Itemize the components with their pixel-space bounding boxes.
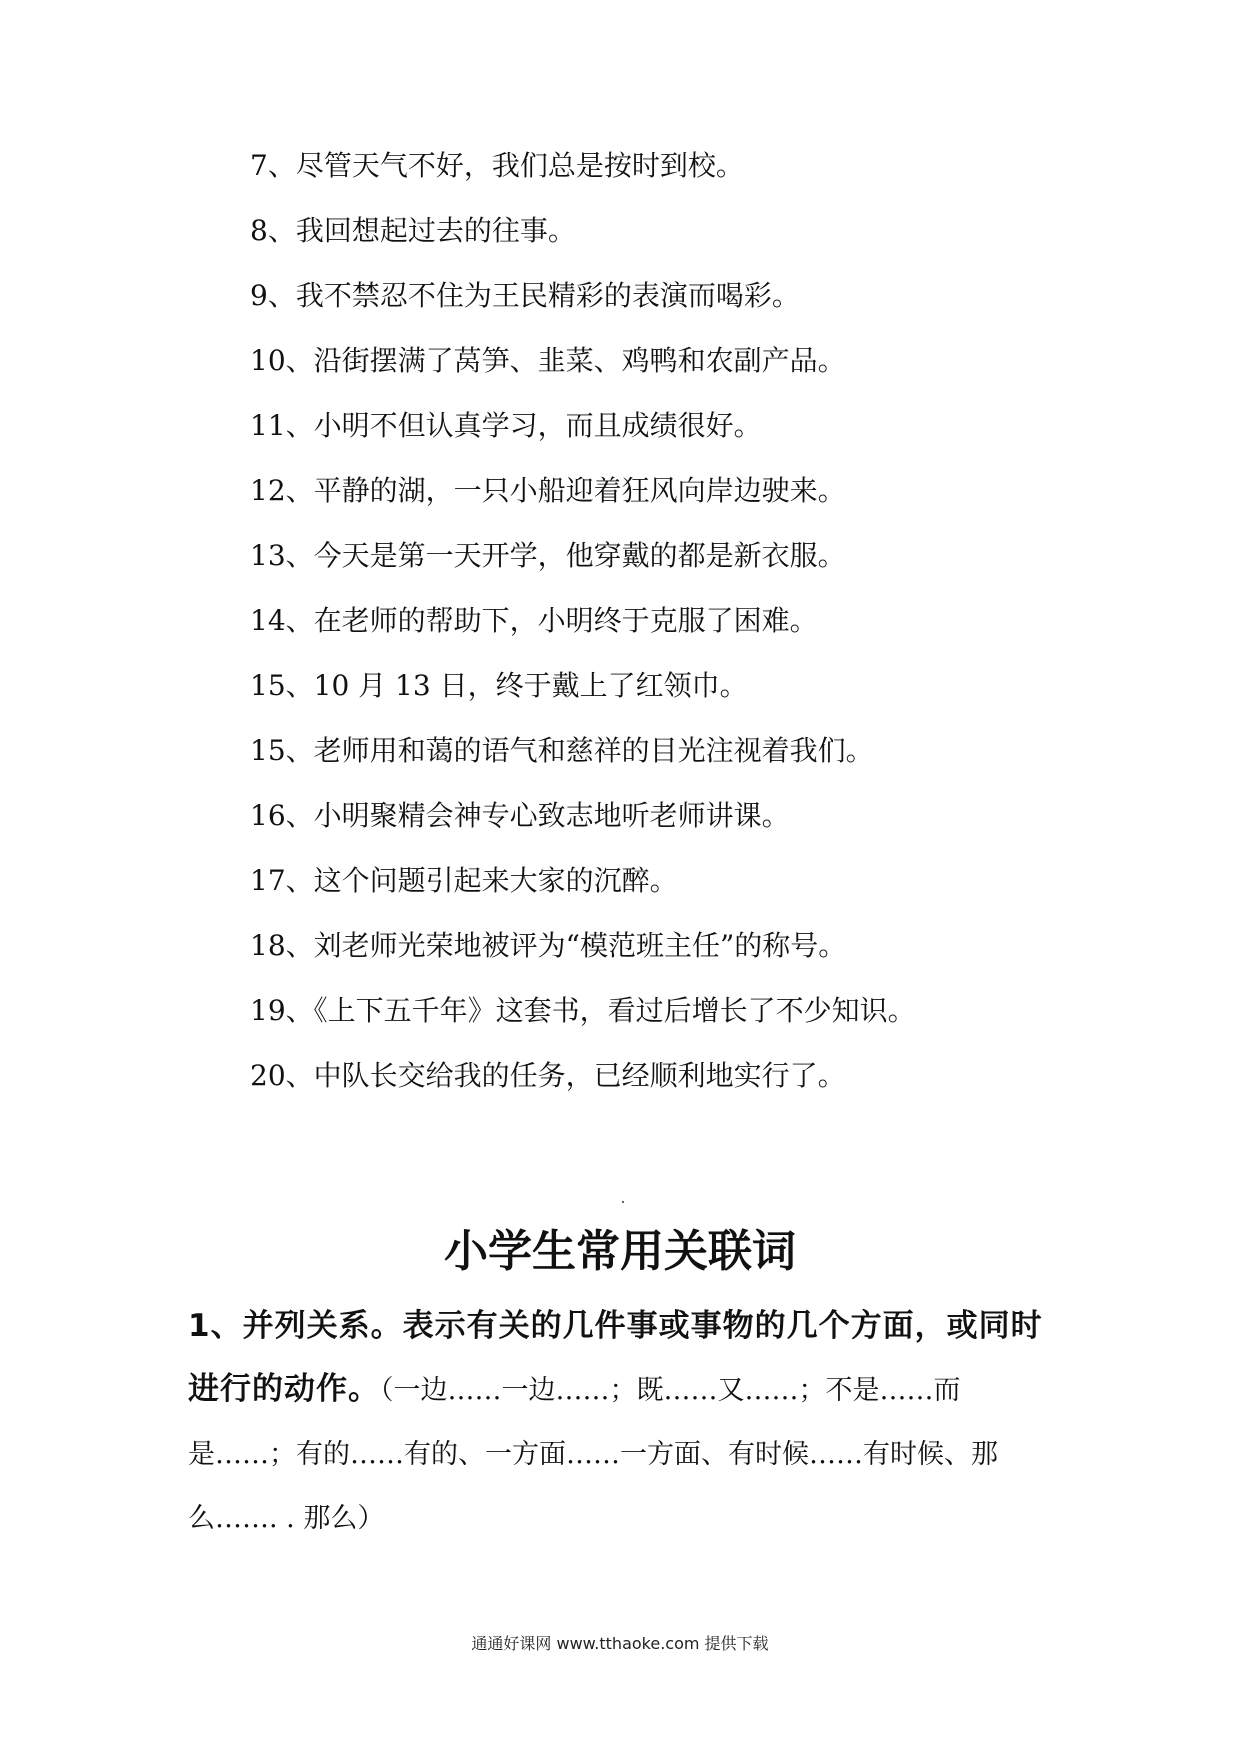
scan-dot: [622, 1201, 624, 1203]
list-item: 16、小明聚精会神专心致志地听老师讲课。: [250, 799, 790, 832]
relation-heading: 1、并列关系。表示有关的几件事或事物的几个方面，或同时进行的动作。: [188, 1308, 1043, 1407]
list-item: 17、这个问题引起来大家的沉醉。: [250, 864, 678, 897]
list-item: 12、平静的湖，一只小船迎着狂风向岸边驶来。: [250, 474, 846, 507]
list-item: 18、刘老师光荣地被评为“模范班主任”的称号。: [250, 929, 847, 962]
list-item: 15、老师用和蔼的语气和慈祥的目光注视着我们。: [250, 734, 874, 767]
list-item: 13、今天是第一天开学，他穿戴的都是新衣服。: [250, 539, 846, 572]
footer-source: 通通好课网 www.tthaoke.com 提供下载: [471, 1634, 769, 1653]
list-item: 15、10 月 13 日，终于戴上了红领巾。: [250, 669, 748, 702]
list-item: 19、《上下五千年》这套书，看过后增长了不少知识。: [250, 994, 916, 1027]
list-item: 20、中队长交给我的任务，已经顺利地实行了。: [250, 1059, 846, 1092]
list-item: 10、沿街摆满了莴笋、韭菜、鸡鸭和农副产品。: [250, 344, 846, 377]
relation-paragraph: [188, 1295, 1068, 1550]
section-title: 小学生常用关联词: [444, 1226, 796, 1277]
list-item: 8、我回想起过去的往事。: [250, 214, 576, 247]
list-item: 7、尽管天气不好，我们总是按时到校。: [250, 149, 744, 182]
sentence-list: [250, 141, 1150, 1116]
list-item: 14、在老师的帮助下，小明终于克服了困难。: [250, 604, 818, 637]
relation-examples: （一边……一边……；既……又……；不是……而是……；有的……有的、一方面……一方面、有时候……有时候、那么……. . 那么）: [188, 1375, 998, 1534]
list-item: 9、我不禁忍不住为王民精彩的表演而喝彩。: [250, 279, 800, 312]
list-item: 11、小明不但认真学习，而且成绩很好。: [250, 409, 762, 442]
